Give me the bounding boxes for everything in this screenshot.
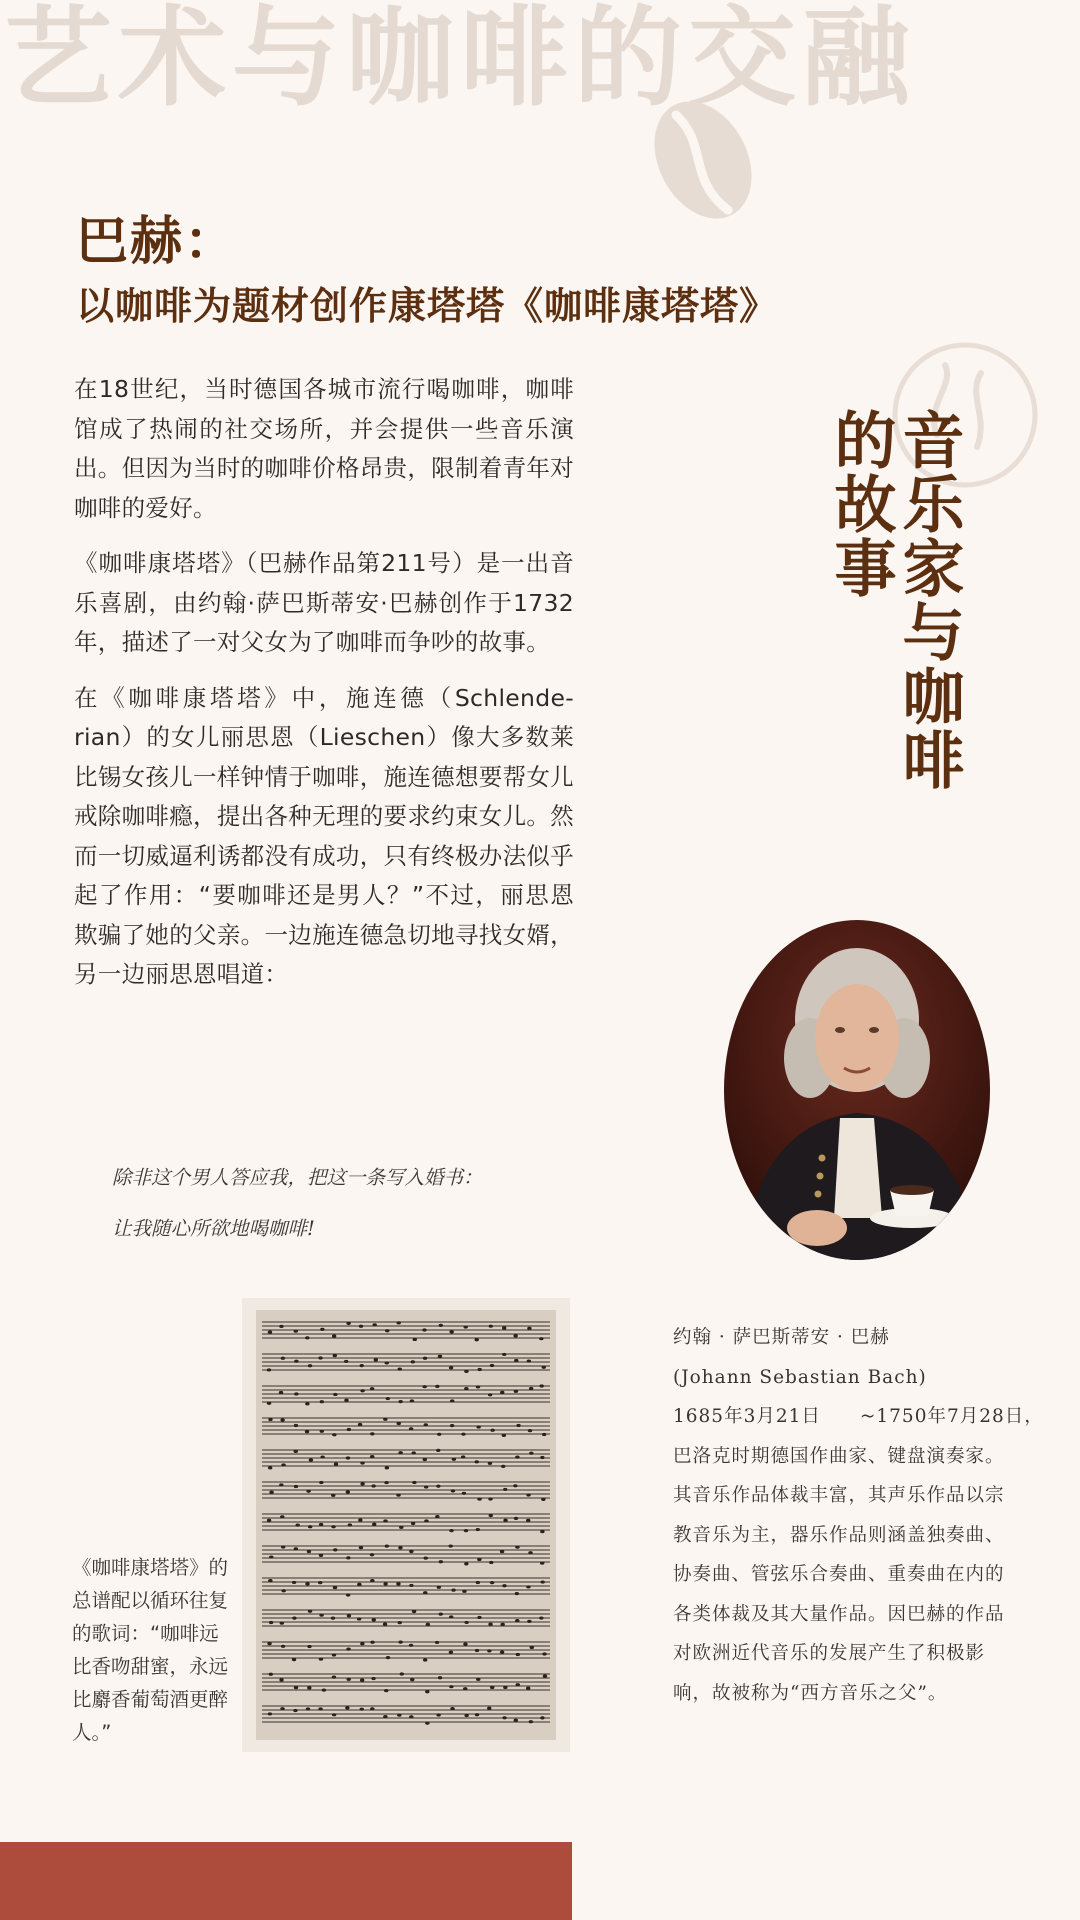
body-paragraph: 《咖啡康塔塔》（巴赫作品第211号）是一出音乐喜剧，由约翰·萨巴斯蒂安·巴赫创作于1732年，描述了一对父女为了咖啡而争吵的故事。: [74, 549, 574, 656]
vertical-title: 音乐家与咖啡的故事: [824, 408, 965, 792]
bach-biography: [673, 1318, 1044, 1713]
footer-bar: [0, 1842, 572, 1920]
lyric-quote: [112, 1152, 483, 1254]
body-paragraph: 在《咖啡康塔塔》中，施连德（Schlende-rian）的女儿丽思恩（Lieschen）像大多数莱比锡女孩儿一样钟情于咖啡，施连德想要帮女儿戒除咖啡瘾，提出各种无理的要求约束女儿。然而一切威逼利诱都没有成功，只有终极办法似乎起了作用：“要咖啡还是男人？”不过，丽思恩欺骗了她的父亲。一边施连德急切地寻找女婿，另一边丽思恩唱道：: [74, 683, 574, 988]
bio-description: 巴洛克时期德国作曲家、键盘演奏家。其音乐作品体裁丰富，其声乐作品以宗教音乐为主，器乐作品则涵盖独奏曲、协奏曲、管弦乐合奏曲、重奏曲在内的各类体裁及其大量作品。因巴赫的作品对欧洲近代音乐的发展产生了积极影响，故被称为“西方音乐之父”。: [673, 1445, 1005, 1704]
heading-title: 巴赫：: [76, 212, 239, 272]
body-paragraph: 在18世纪，当时德国各城市流行喝咖啡，咖啡馆成了热闹的社交场所，并会提供一些音乐演出。但因为当时的咖啡价格昂贵，限制着青年对咖啡的爱好。: [74, 375, 574, 522]
bio-dates: 1685年3月21日 ~1750年7月28日，: [673, 1406, 1044, 1427]
banner-title: 艺术与咖啡的交融: [4, 0, 917, 120]
lyric-line: 除非这个男人答应我，把这一条写入婚书：: [112, 1166, 483, 1189]
bio-name-cn: 约翰 · 萨巴斯蒂安 · 巴赫: [673, 1327, 890, 1348]
lyric-line: 让我随心所欲地喝咖啡!: [112, 1217, 315, 1240]
coffee-bean-icon: [648, 85, 758, 235]
score-caption: 《咖啡康塔塔》的总谱配以循环往复的歌词：“咖啡远比香吻甜蜜，永远比麝香葡萄酒更醉人。”: [72, 1556, 229, 1744]
music-score-image: [242, 1298, 570, 1752]
bach-portrait-image: [722, 918, 992, 1263]
bio-name-en: (Johann Sebastian Bach): [673, 1366, 927, 1388]
heading-subtitle: 以咖啡为题材创作康塔塔《咖啡康塔塔》: [76, 284, 779, 328]
body-text: [74, 370, 574, 1011]
